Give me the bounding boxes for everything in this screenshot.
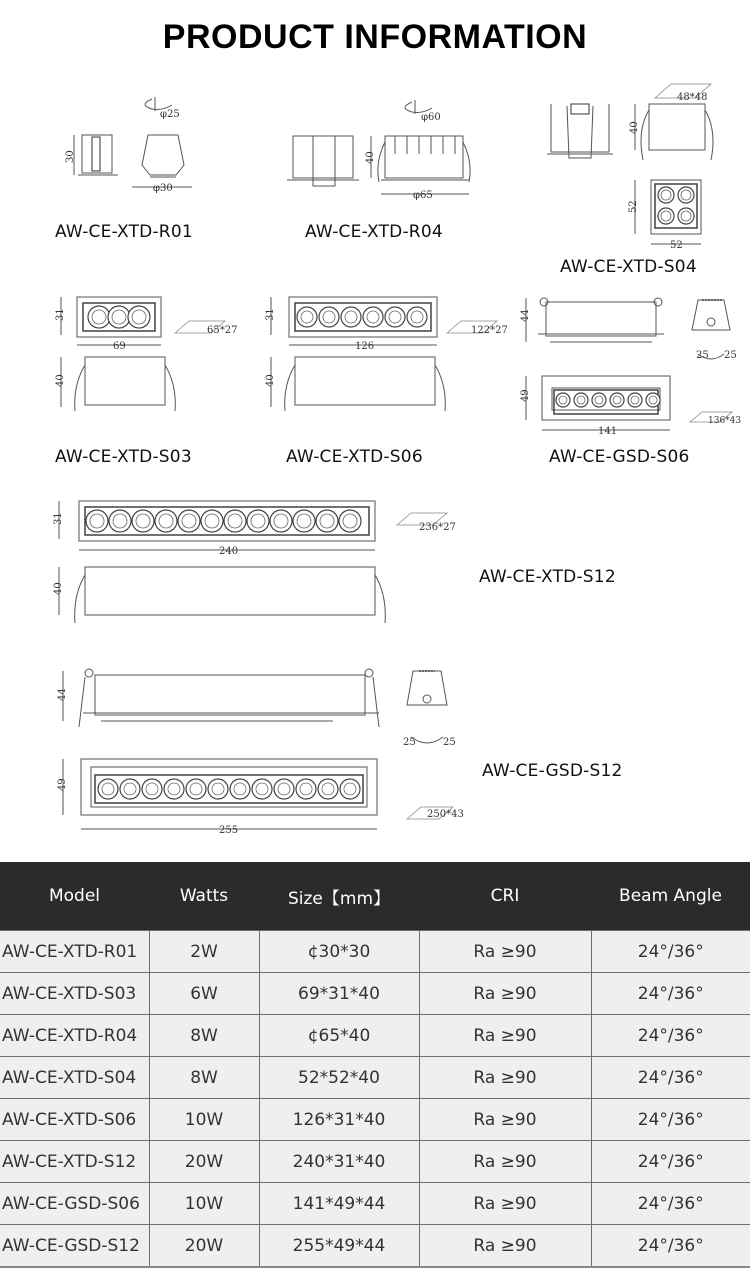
cell-beam-angle: 24°/36°	[591, 1099, 750, 1141]
cell-beam-angle: 24°/36°	[591, 931, 750, 973]
table-row	[0, 931, 750, 973]
svg-text:240: 240	[219, 546, 239, 557]
svg-text:52: 52	[670, 240, 683, 251]
dimension-drawing-icon	[265, 295, 515, 415]
svg-text:φ30: φ30	[153, 183, 173, 194]
header-watts: Watts	[149, 862, 259, 931]
cell-cri: Ra ≥90	[419, 1141, 591, 1183]
page-title: PRODUCT INFORMATION	[162, 18, 588, 56]
cell-model: AW-CE-XTD-S06	[0, 1099, 149, 1141]
table-row	[0, 1057, 750, 1099]
cell-size: 240*31*40	[259, 1141, 419, 1183]
cell-watts: 20W	[149, 1225, 259, 1268]
model-label: AW-CE-XTD-R04	[305, 222, 443, 242]
table-header-row	[0, 862, 750, 931]
cell-cri: Ra ≥90	[419, 1225, 591, 1268]
cell-beam-angle: 24°/36°	[591, 1141, 750, 1183]
svg-text:250*43: 250*43	[427, 809, 464, 820]
svg-text:49: 49	[520, 389, 531, 402]
cell-watts: 10W	[149, 1099, 259, 1141]
drawing-r01	[60, 95, 220, 195]
table-row	[0, 973, 750, 1015]
cell-beam-angle: 24°/36°	[591, 1225, 750, 1268]
cell-watts: 2W	[149, 931, 259, 973]
table-row	[0, 1099, 750, 1141]
cell-watts: 8W	[149, 1015, 259, 1057]
cell-cri: Ra ≥90	[419, 973, 591, 1015]
svg-text:31: 31	[55, 308, 66, 321]
svg-text:30: 30	[65, 150, 76, 163]
model-label: AW-CE-GSD-S12	[482, 761, 623, 781]
table-row	[0, 1225, 750, 1268]
dimension-drawing-icon	[55, 295, 255, 415]
drawing-s06	[265, 295, 515, 415]
cell-size: ¢65*40	[259, 1015, 419, 1057]
cell-model: AW-CE-GSD-S12	[0, 1225, 149, 1268]
cell-cri: Ra ≥90	[419, 1015, 591, 1057]
svg-text:40: 40	[265, 374, 276, 387]
svg-text:49: 49	[57, 778, 68, 791]
svg-text:236*27: 236*27	[419, 522, 456, 533]
cell-watts: 8W	[149, 1057, 259, 1099]
svg-text:69: 69	[113, 341, 126, 352]
model-label: AW-CE-XTD-R01	[55, 222, 193, 242]
dimension-drawing-icon	[60, 95, 220, 195]
svg-text:25: 25	[724, 350, 737, 361]
cell-model: AW-CE-XTD-S03	[0, 973, 149, 1015]
svg-text:65*27: 65*27	[207, 325, 238, 336]
cell-cri: Ra ≥90	[419, 931, 591, 973]
model-label: AW-CE-XTD-S04	[560, 257, 697, 277]
cell-beam-angle: 24°/36°	[591, 1183, 750, 1225]
cell-size: 141*49*44	[259, 1183, 419, 1225]
dimension-drawing-icon	[545, 82, 745, 252]
header-model: Model	[0, 862, 149, 931]
dimension-drawing-icon	[285, 98, 475, 208]
spec-table	[0, 862, 750, 1268]
svg-text:126: 126	[355, 341, 375, 352]
cell-beam-angle: 24°/36°	[591, 1057, 750, 1099]
cell-model: AW-CE-XTD-S12	[0, 1141, 149, 1183]
svg-text:31: 31	[53, 512, 64, 525]
table-row	[0, 1015, 750, 1057]
dimension-drawing-icon	[520, 292, 750, 442]
svg-text:44: 44	[57, 688, 68, 701]
model-label: AW-CE-XTD-S12	[479, 567, 616, 587]
svg-text:25: 25	[443, 737, 456, 748]
svg-text:122*27: 122*27	[471, 325, 508, 336]
model-label: AW-CE-XTD-S03	[55, 447, 192, 467]
svg-text:25: 25	[696, 350, 709, 361]
svg-text:52: 52	[628, 200, 639, 213]
model-label: AW-CE-GSD-S06	[549, 447, 690, 467]
drawing-xtd-s12	[55, 497, 475, 627]
cell-beam-angle: 24°/36°	[591, 1015, 750, 1057]
cell-cri: Ra ≥90	[419, 1057, 591, 1099]
svg-text:141: 141	[598, 426, 618, 437]
cell-size: ¢30*30	[259, 931, 419, 973]
cell-model: AW-CE-GSD-S06	[0, 1183, 149, 1225]
svg-text:φ60: φ60	[421, 112, 441, 123]
table-row	[0, 1141, 750, 1183]
svg-text:40: 40	[53, 582, 64, 595]
svg-text:31: 31	[265, 308, 276, 321]
dimension-drawing-icon	[55, 663, 475, 843]
svg-text:48*48: 48*48	[677, 92, 708, 103]
cell-watts: 10W	[149, 1183, 259, 1225]
cell-model: AW-CE-XTD-R01	[0, 931, 149, 973]
svg-text:44: 44	[520, 309, 531, 322]
cell-watts: 6W	[149, 973, 259, 1015]
cell-cri: Ra ≥90	[419, 1099, 591, 1141]
cell-size: 255*49*44	[259, 1225, 419, 1268]
svg-text:25: 25	[403, 737, 416, 748]
drawing-s04	[545, 82, 745, 252]
drawing-s03	[55, 295, 255, 415]
drawing-r04	[285, 98, 475, 208]
cell-watts: 20W	[149, 1141, 259, 1183]
cell-size: 126*31*40	[259, 1099, 419, 1141]
svg-text:40: 40	[629, 121, 640, 134]
header-size: Size【mm】	[259, 862, 419, 931]
cell-size: 52*52*40	[259, 1057, 419, 1099]
table-row	[0, 1183, 750, 1225]
dimension-drawing-icon	[55, 497, 475, 627]
svg-text:φ25: φ25	[160, 109, 180, 120]
svg-text:136*43: 136*43	[708, 416, 742, 426]
cell-cri: Ra ≥90	[419, 1183, 591, 1225]
cell-beam-angle: 24°/36°	[591, 973, 750, 1015]
header-beam-angle: Beam Angle	[591, 862, 750, 931]
svg-text:255: 255	[219, 825, 239, 836]
cell-model: AW-CE-XTD-S04	[0, 1057, 149, 1099]
drawing-gsd-s12	[55, 663, 475, 843]
drawing-gsd-s06	[520, 292, 750, 442]
cell-size: 69*31*40	[259, 973, 419, 1015]
svg-text:40: 40	[365, 151, 376, 164]
header-cri: CRI	[419, 862, 591, 931]
svg-text:40: 40	[55, 374, 66, 387]
cell-model: AW-CE-XTD-R04	[0, 1015, 149, 1057]
svg-text:φ65: φ65	[413, 190, 433, 201]
model-label: AW-CE-XTD-S06	[286, 447, 423, 467]
